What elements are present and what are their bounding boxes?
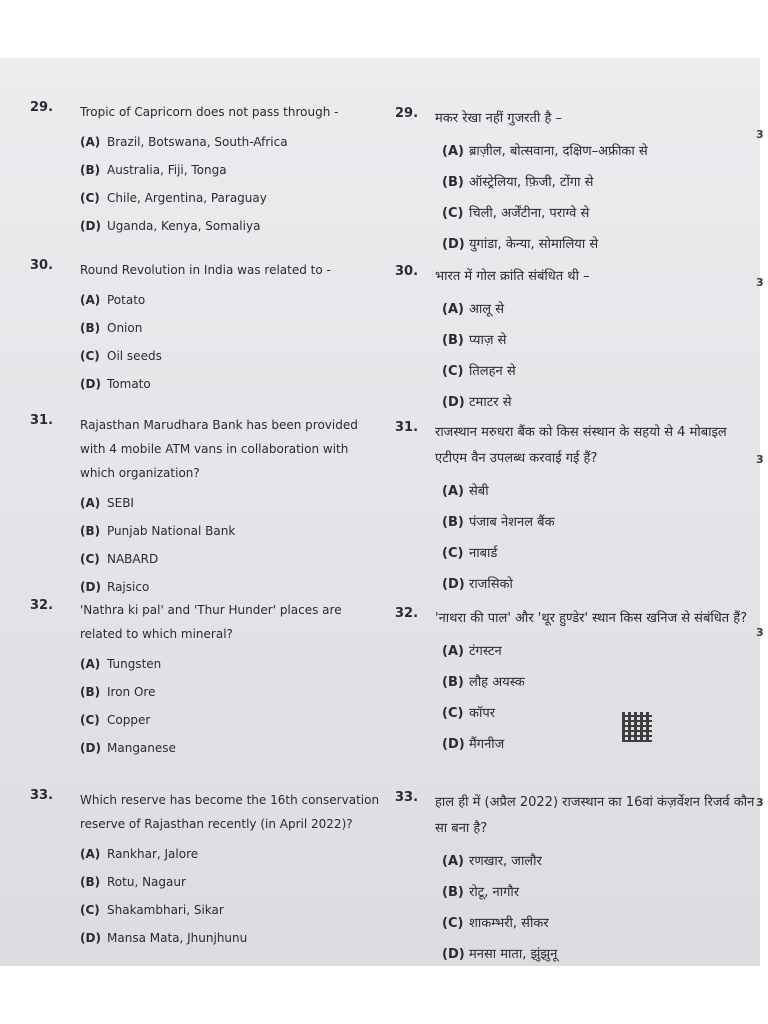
option-item bbox=[442, 136, 755, 167]
option-text: Uganda, Kenya, Somaliya bbox=[107, 219, 261, 233]
option-letter: (B) bbox=[80, 524, 101, 538]
question-block bbox=[395, 790, 755, 970]
option-list bbox=[442, 136, 755, 260]
option-item bbox=[442, 476, 755, 507]
question-number: 32. bbox=[30, 598, 54, 613]
option-item bbox=[80, 545, 385, 573]
question-block bbox=[30, 598, 385, 762]
question-text: Rajasthan Marudhara Bank has been provided with 4 mobile ATM vans in collaboration with which organization? bbox=[80, 418, 358, 480]
option-text: Onion bbox=[107, 321, 143, 335]
option-letter: (C) bbox=[442, 916, 464, 931]
option-item bbox=[442, 569, 755, 600]
option-letter: (A) bbox=[80, 657, 101, 671]
option-item bbox=[442, 877, 755, 908]
question-number: 31. bbox=[395, 420, 419, 435]
option-letter: (B) bbox=[80, 875, 101, 889]
margin-mark: 3 bbox=[756, 626, 764, 639]
option-item bbox=[442, 538, 755, 569]
option-text: पंजाब नेशनल बैंक bbox=[469, 515, 555, 530]
option-letter: (D) bbox=[442, 237, 465, 252]
option-letter: (C) bbox=[442, 546, 464, 561]
option-text: Copper bbox=[107, 713, 151, 727]
option-item bbox=[80, 868, 385, 896]
option-letter: (D) bbox=[442, 577, 465, 592]
question-text: भारत में गोल क्रांति संबंधित थी – bbox=[435, 269, 590, 284]
question-number: 29. bbox=[395, 106, 419, 121]
option-text: Rankhar, Jalore bbox=[107, 847, 199, 861]
option-text: Shakambhari, Sikar bbox=[107, 903, 224, 917]
option-item bbox=[80, 896, 385, 924]
option-text: टमाटर से bbox=[469, 395, 512, 410]
option-text: Mansa Mata, Jhunjhunu bbox=[107, 931, 248, 945]
option-text: रोटू, नागौर bbox=[469, 885, 520, 900]
option-letter: (B) bbox=[80, 321, 101, 335]
option-letter: (A) bbox=[442, 302, 464, 317]
option-text: राजसिको bbox=[469, 577, 513, 592]
option-text: आलू से bbox=[469, 302, 505, 317]
option-text: शाकम्भरी, सीकर bbox=[469, 916, 549, 931]
option-item bbox=[80, 370, 385, 398]
question-number: 31. bbox=[30, 413, 54, 428]
option-item bbox=[80, 517, 385, 545]
option-item bbox=[80, 212, 385, 240]
option-item bbox=[442, 667, 755, 698]
option-letter: (A) bbox=[80, 135, 101, 149]
option-text: कॉपर bbox=[469, 706, 496, 721]
option-letter: (C) bbox=[80, 191, 100, 205]
option-item bbox=[80, 342, 385, 370]
option-item bbox=[442, 729, 755, 760]
option-list bbox=[442, 846, 755, 970]
option-item bbox=[80, 573, 385, 601]
option-item bbox=[442, 846, 755, 877]
question-number: 32. bbox=[395, 606, 419, 621]
option-letter: (D) bbox=[442, 947, 465, 962]
option-item bbox=[442, 198, 755, 229]
option-letter: (D) bbox=[442, 395, 465, 410]
option-list bbox=[80, 650, 385, 762]
option-letter: (A) bbox=[80, 847, 101, 861]
option-text: Rotu, Nagaur bbox=[107, 875, 186, 889]
option-text: NABARD bbox=[107, 552, 159, 566]
option-text: Rajsico bbox=[107, 580, 150, 594]
option-item bbox=[442, 908, 755, 939]
option-list bbox=[442, 294, 755, 418]
option-item bbox=[80, 128, 385, 156]
question-block bbox=[395, 606, 755, 760]
option-text: लौह अयस्क bbox=[469, 675, 525, 690]
option-letter: (C) bbox=[442, 206, 464, 221]
margin-mark: 3 bbox=[756, 453, 764, 466]
question-text: Round Revolution in India was related to - bbox=[80, 263, 331, 277]
option-letter: (C) bbox=[80, 903, 100, 917]
option-text: Manganese bbox=[107, 741, 176, 755]
option-letter: (A) bbox=[442, 854, 464, 869]
option-text: Chile, Argentina, Paraguay bbox=[107, 191, 267, 205]
option-letter: (D) bbox=[80, 741, 101, 755]
question-text: 'नाथरा की पाल' और 'थूर हुण्डेर' स्थान किस खनिज से संबंधित हैं? bbox=[435, 611, 748, 626]
option-letter: (B) bbox=[442, 675, 464, 690]
option-item bbox=[442, 325, 755, 356]
option-item bbox=[80, 650, 385, 678]
option-letter: (B) bbox=[442, 515, 464, 530]
option-letter: (B) bbox=[442, 175, 464, 190]
question-text: मकर रेखा नहीं गुजरती है – bbox=[435, 111, 563, 126]
option-text: Potato bbox=[107, 293, 146, 307]
option-item bbox=[442, 636, 755, 667]
option-text: मैंगनीज bbox=[469, 737, 505, 752]
option-list bbox=[80, 489, 385, 601]
option-letter: (D) bbox=[80, 219, 101, 233]
option-text: सेबी bbox=[469, 484, 489, 499]
option-text: रणखार, जालौर bbox=[469, 854, 542, 869]
option-text: प्याज़ से bbox=[469, 333, 507, 348]
question-text: राजस्थान मरुधरा बैंक को किस संस्थान के सहयो से 4 मोबाइल एटीएम वैन उपलब्ध करवाई गई हैं? bbox=[435, 425, 727, 466]
option-text: Brazil, Botswana, South-Africa bbox=[107, 135, 288, 149]
option-item bbox=[80, 489, 385, 517]
option-text: नाबार्ड bbox=[469, 546, 498, 561]
option-text: ऑस्ट्रेलिया, फ़िजी, टोंगा से bbox=[469, 175, 594, 190]
option-letter: (A) bbox=[80, 293, 101, 307]
question-paper bbox=[0, 58, 764, 966]
option-letter: (A) bbox=[442, 484, 464, 499]
option-letter: (A) bbox=[442, 644, 464, 659]
option-text: युगांडा, केन्या, सोमालिया से bbox=[469, 237, 599, 252]
question-text: Which reserve has become the 16th conservation reserve of Rajasthan recently (in April 2022)? bbox=[80, 793, 380, 831]
question-number: 33. bbox=[395, 790, 419, 805]
option-list bbox=[80, 286, 385, 398]
question-block bbox=[395, 420, 755, 600]
option-letter: (D) bbox=[80, 377, 101, 391]
option-item bbox=[442, 356, 755, 387]
option-item bbox=[80, 840, 385, 868]
question-number: 30. bbox=[395, 264, 419, 279]
option-letter: (B) bbox=[442, 885, 464, 900]
option-item bbox=[442, 698, 755, 729]
option-text: चिली, अर्जेंटीना, पराग्वे से bbox=[469, 206, 590, 221]
option-text: टंगस्टन bbox=[469, 644, 502, 659]
option-item bbox=[442, 294, 755, 325]
option-item bbox=[80, 314, 385, 342]
margin-mark: 3 bbox=[756, 128, 764, 141]
question-text: Tropic of Capricorn does not pass through - bbox=[80, 105, 339, 119]
option-letter: (C) bbox=[442, 706, 464, 721]
option-letter: (D) bbox=[80, 931, 101, 945]
option-letter: (A) bbox=[80, 496, 101, 510]
option-list bbox=[80, 128, 385, 240]
question-number: 29. bbox=[30, 100, 54, 115]
option-item bbox=[442, 507, 755, 538]
option-item bbox=[442, 229, 755, 260]
margin-mark: 3 bbox=[756, 276, 764, 289]
option-letter: (B) bbox=[80, 163, 101, 177]
option-item bbox=[80, 286, 385, 314]
qr-code bbox=[622, 712, 652, 742]
option-text: Tungsten bbox=[107, 657, 162, 671]
option-item bbox=[80, 184, 385, 212]
option-letter: (C) bbox=[80, 349, 100, 363]
option-text: Iron Ore bbox=[107, 685, 156, 699]
option-list bbox=[80, 840, 385, 952]
option-letter: (C) bbox=[80, 713, 100, 727]
question-block bbox=[30, 100, 385, 240]
option-text: तिलहन से bbox=[469, 364, 516, 379]
option-text: Punjab National Bank bbox=[107, 524, 236, 538]
option-letter: (C) bbox=[80, 552, 100, 566]
option-letter: (B) bbox=[442, 333, 464, 348]
question-text: 'Nathra ki pal' and 'Thur Hunder' places are related to which mineral? bbox=[80, 603, 342, 641]
option-letter: (D) bbox=[80, 580, 101, 594]
option-item bbox=[80, 734, 385, 762]
question-number: 30. bbox=[30, 258, 54, 273]
question-block bbox=[395, 264, 755, 418]
question-block bbox=[395, 106, 755, 260]
option-item bbox=[442, 939, 755, 970]
option-item bbox=[80, 156, 385, 184]
option-text: मनसा माता, झुंझुनू bbox=[469, 947, 558, 962]
margin-mark: 3 bbox=[756, 796, 764, 809]
question-block bbox=[30, 258, 385, 398]
option-item bbox=[442, 387, 755, 418]
option-letter: (C) bbox=[442, 364, 464, 379]
option-text: Tomato bbox=[107, 377, 151, 391]
option-item bbox=[442, 167, 755, 198]
option-item bbox=[80, 706, 385, 734]
option-letter: (A) bbox=[442, 144, 464, 159]
question-block bbox=[30, 788, 385, 952]
option-item bbox=[80, 678, 385, 706]
option-letter: (B) bbox=[80, 685, 101, 699]
option-text: ब्राज़ील, बोत्सवाना, दक्षिण–अफ्रीका से bbox=[469, 144, 648, 159]
option-list bbox=[442, 476, 755, 600]
question-block bbox=[30, 413, 385, 601]
option-list bbox=[442, 636, 755, 760]
question-text: हाल ही में (अप्रैल 2022) राजस्थान का 16वां कंज़र्वेशन रिजर्व कौन सा बना है? bbox=[435, 795, 755, 836]
option-letter: (D) bbox=[442, 737, 465, 752]
option-text: Oil seeds bbox=[107, 349, 162, 363]
option-text: Australia, Fiji, Tonga bbox=[107, 163, 227, 177]
question-number: 33. bbox=[30, 788, 54, 803]
option-item bbox=[80, 924, 385, 952]
option-text: SEBI bbox=[107, 496, 134, 510]
